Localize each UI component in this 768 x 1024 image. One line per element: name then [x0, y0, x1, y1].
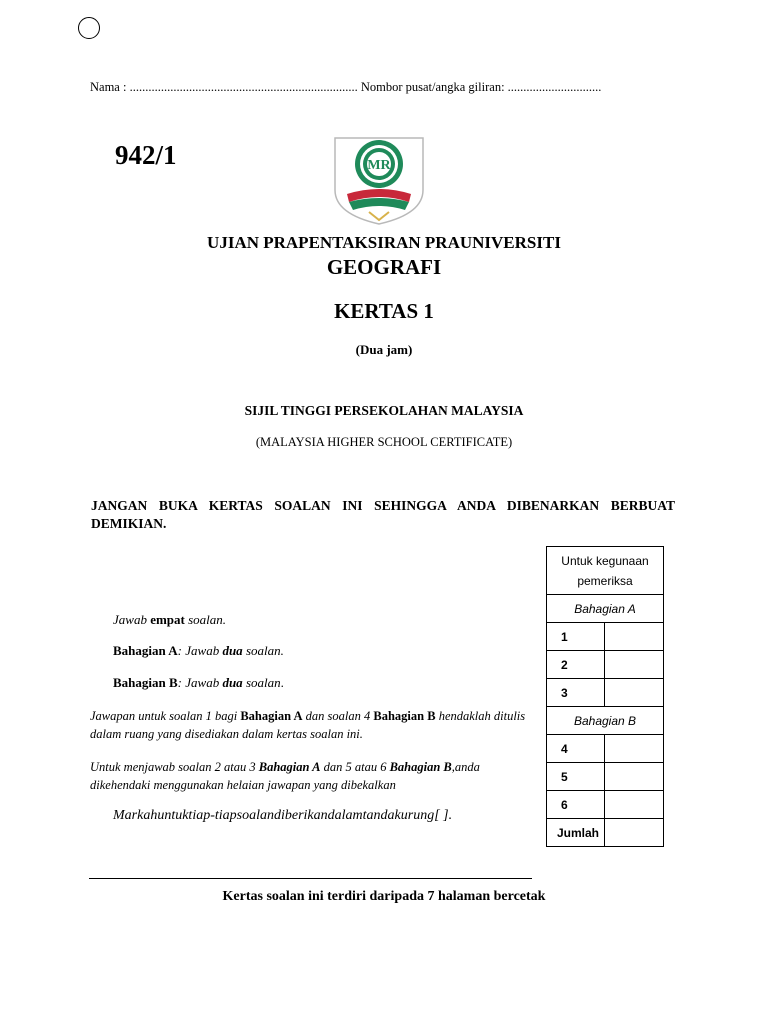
school-logo	[329, 132, 429, 227]
instruction-answer-space: Jawapan untuk soalan 1 bagi Bahagian A dan soalan 4 Bahagian B hendaklah ditulis dalam ruang yang disediakan dalam kertas soalan ini.	[90, 709, 526, 741]
warning-notice: JANGAN BUKA KERTAS SOALAN INI SEHINGGA ANDA DIBENARKAN BERBUAT DEMIKIAN.	[91, 498, 675, 531]
table-row	[547, 623, 664, 651]
instruction-answer-sheet: Untuk menjawab soalan 2 atau 3 Bahagian A dan 5 atau 6 Bahagian B,anda dikehendaki menggunakan helaian jawapan yang dibekalkan	[90, 760, 480, 792]
examiner-table-header: Untuk kegunaan pemeriksa	[547, 547, 664, 595]
mark-cell	[604, 791, 663, 819]
mark-cell	[604, 763, 663, 791]
duration: (Dua jam)	[355, 342, 413, 357]
table-row	[547, 679, 664, 707]
registration-circle	[78, 17, 100, 39]
question-number: 6	[547, 791, 605, 819]
table-row	[547, 735, 664, 763]
candidate-name-line: Nama : ......................................................................... Nombor pusat/angka giliran: ..............................	[90, 80, 602, 94]
examiner-table	[546, 546, 664, 847]
certificate-title: SIJIL TINGGI PERSEKOLAHAN MALAYSIA	[244, 403, 524, 418]
question-number: 5	[547, 763, 605, 791]
question-number: 1	[547, 623, 605, 651]
mark-cell	[604, 651, 663, 679]
table-row	[547, 651, 664, 679]
question-number: 4	[547, 735, 605, 763]
certificate-title-en: (MALAYSIA HIGHER SCHOOL CERTIFICATE)	[255, 435, 513, 449]
table-row	[547, 763, 664, 791]
exam-title: UJIAN PRAPENTAKSIRAN PRAUNIVERSITI	[207, 233, 561, 252]
instruction-section-a: Bahagian A: Jawab dua soalan.	[113, 643, 284, 658]
question-number: 3	[547, 679, 605, 707]
mark-cell	[604, 735, 663, 763]
page-count-note: Kertas soalan ini terdiri daripada 7 halaman bercetak	[222, 889, 546, 904]
section-b-label: Bahagian B	[547, 707, 664, 735]
footer-divider	[89, 878, 532, 879]
instruction-marks: Markahuntuktiap-tiapsoalandiberikandalamtandakurung[ ].	[113, 808, 453, 823]
instruction-section-b: Bahagian B: Jawab dua soalan.	[113, 675, 284, 690]
total-cell	[604, 819, 663, 847]
subject-title: GEOGRAFI	[326, 255, 442, 279]
question-number: 2	[547, 651, 605, 679]
total-label: Jumlah	[547, 819, 605, 847]
instruction-answer-four: Jawab empat soalan.	[113, 612, 227, 627]
paper-code: 942/1	[115, 140, 177, 170]
paper-title: KERTAS 1	[334, 299, 434, 323]
section-a-label: Bahagian A	[547, 595, 664, 623]
table-row	[547, 791, 664, 819]
mark-cell	[604, 623, 663, 651]
logo-lettering: MR	[367, 158, 391, 173]
table-row	[547, 819, 664, 847]
mark-cell	[604, 679, 663, 707]
